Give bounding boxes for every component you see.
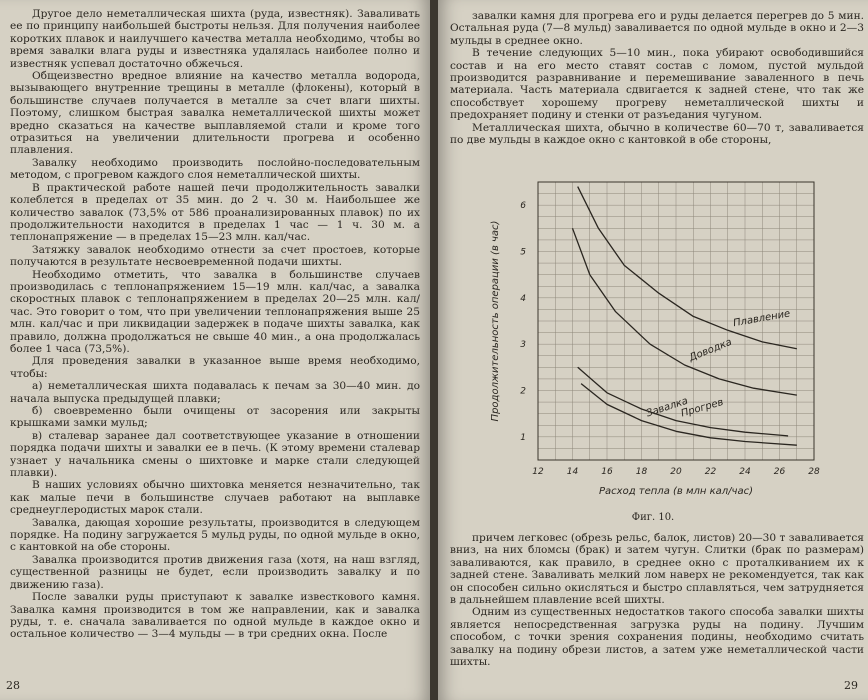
paragraph: Завалку необходимо производить послойно-последовательным методом, с прогревом каждого слоя неметаллической шихты.	[10, 156, 420, 182]
series-label: Доводка	[687, 336, 734, 364]
paragraph: Затяжку завалок необходимо отнести за счет простоев, которые получаются в результате несвоевременной подачи шихты.	[10, 243, 420, 269]
right-page	[438, 0, 868, 700]
paragraph: причем легковес (обрезь рельс, балок, листов) 20—30 т заваливается вниз, на них бломсы (брак) и затем чугун. Слитки (брак по размерам) заваливаются, как правило, в среднее окно с проталкиванием их к задней стене. Заваливать мелкий лом наверх не рекомендуется, так как он способен сильно окисляться и быстро сплавляться, чем затрудняется в дальнейшем плавление всей шихты.	[450, 532, 864, 607]
series-label: Плавление	[732, 308, 792, 330]
y-tick-label: 6	[520, 201, 526, 212]
x-tick-label: 22	[704, 467, 717, 477]
series-line	[573, 228, 797, 395]
left-page	[0, 0, 430, 700]
series-line	[578, 187, 797, 349]
x-axis-label: Расход тепла (в млн кал/час)	[599, 486, 753, 497]
paragraph: Одним из существенных недостатков такого способа завалки шихты является непосредственная загрузка руды на подину. Лучшим способом, с точки зрения сохранения подины, необходимо считать завалку на подину обрези листов, а затем уже неметаллической части шихты.	[450, 606, 864, 669]
paragraph: В наших условиях обычно шихтовка меняется незначительно, так как малые печи в большинстве случаев работают на выплавке среднеуглеродистых марок стали.	[10, 479, 420, 517]
y-tick-label: 1	[520, 432, 526, 443]
x-tick-label: 16	[601, 467, 613, 477]
left-page-text	[10, 8, 420, 641]
paragraph: Другое дело неметаллическая шихта (руда, известняк). Заваливать ее по принципу наибольшей быстроты нельзя. Для получения наиболее коротких плавок и наилучшего качества металла необходимо, чтобы во время завалки влага руды и известняка удалялась наиболее полно и известняк успевал достаточно обжечься.	[10, 8, 420, 70]
x-tick-label: 26	[773, 467, 786, 477]
y-tick-label: 3	[520, 340, 526, 351]
right-page-bottom-text	[450, 532, 864, 668]
paragraph: Завалка производится против движения газа (хотя, на наш взгляд, существенной разницы не будет, если производить завалку и по движению газа).	[10, 553, 420, 591]
paragraph: Общеизвестно вредное влияние на качество металла водорода, вызывающего внутренние трещины в металле (флокены), который в большинстве случаев получается в металле за счет влаги шихты. Поэтому, слишком быстрая завалка неметаллической шихты может вредно сказаться на качестве выплавляемой стали и кроме того отразиться на увеличении длительности прогрева и особенно плавления.	[10, 70, 420, 157]
x-tick-label: 14	[566, 467, 579, 477]
paragraph: После завалки руды приступают к завалке известкового камня. Завалка камня производится в том же направлении, как и завалка руды, т. е. сначала заваливается по одной мульде в каждое окно и остальное количество — 3—4 мульды — в три средних окна. После	[10, 591, 420, 641]
series-label: Завалка	[645, 395, 690, 420]
paragraph: в) сталевар заранее дал соответствующее указание в отношении порядка подачи шихты и завалки ее в печь. (К этому времени сталевар узнает у начальника смены о шихтовке и марке стали следующей плавки).	[10, 429, 420, 480]
paragraph: Необходимо отметить, что завалка в большинстве случаев производилась с теплонапряжением 15—19 млн. кал/час, а завалка скоростных плавок с теплонапряжением в пределах 20—25 млн. кал/час. Это говорит о том, что при увеличении теплонапряжения выше 25 млн. кал/час и при ликвидации задержек в подаче шихты завалка, как правило, должна продолжаться не свыше 40 мин., а она продолжалась более 1 часа (73,5%).	[10, 268, 420, 355]
x-tick-label: 18	[635, 467, 648, 477]
right-page-top-text	[450, 10, 864, 146]
page-number: 28	[6, 679, 20, 692]
page-number: 29	[844, 679, 858, 692]
x-tick-label: 28	[808, 467, 820, 477]
chart-labels	[490, 201, 820, 497]
paragraph: Для проведения завалки в указанное выше время необходимо, чтобы:	[10, 355, 420, 380]
x-tick-label: 12	[532, 467, 544, 477]
paragraph: завалки камня для прогрева его и руды делается перегрев до 5 мин. Остальная руда (7—8 мульд) заваливается по одной мульде в окно и 2—3 мульды в среднее окно.	[450, 10, 864, 47]
figure-chart	[438, 160, 868, 530]
y-tick-label: 4	[520, 293, 526, 304]
y-tick-label: 5	[520, 247, 526, 258]
series-label: Прогрев	[679, 396, 725, 420]
book-gutter	[430, 0, 438, 700]
figure-caption: Фиг. 10.	[631, 512, 675, 523]
paragraph: б) своевременно были очищены от засорения или закрыты крышками замки мульд;	[10, 405, 420, 430]
x-tick-label: 20	[670, 467, 682, 477]
paragraph: Завалка, дающая хорошие результаты, производится в следующем порядке. На подину загружается 5 мульд руды, по одной мульде в окно, с кантовкой на обе стороны.	[10, 516, 420, 554]
paragraph: а) неметаллическая шихта подавалась к печам за 30—40 мин. до начала выпуска предыдущей плавки;	[10, 380, 420, 405]
paragraph: Металлическая шихта, обычно в количестве 60—70 т, заваливается по две мульды в каждое окно с кантовкой в обе стороны,	[450, 121, 864, 147]
x-tick-label: 24	[739, 467, 751, 477]
paragraph: В течение следующих 5—10 мин., пока убирают освободившийся состав и на его место ставят состав с ломом, пустой мульдой производится разравнивание и перемешивание заваленного в печь материала. Часть материала сдвигается к задней стене, что так же способствует хорошему прогреву неметаллической шихты и предохраняет подину и стенки от разъедания чугуном.	[450, 47, 864, 122]
paragraph: В практической работе нашей печи продолжительность завалки колеблется в пределах от 35 мин. до 2 ч. 30 м. Наибольшее же количество завалок (73,5% от 586 проанализированных плавок) по их продолжительности находится в пределах 1 час — 1 ч. 30 м. а теплонапряжение — в пределах 15—23 млн. кал/час.	[10, 181, 420, 244]
y-axis-label: Продолжительность операции (в час)	[490, 220, 501, 422]
y-tick-label: 2	[520, 386, 526, 397]
